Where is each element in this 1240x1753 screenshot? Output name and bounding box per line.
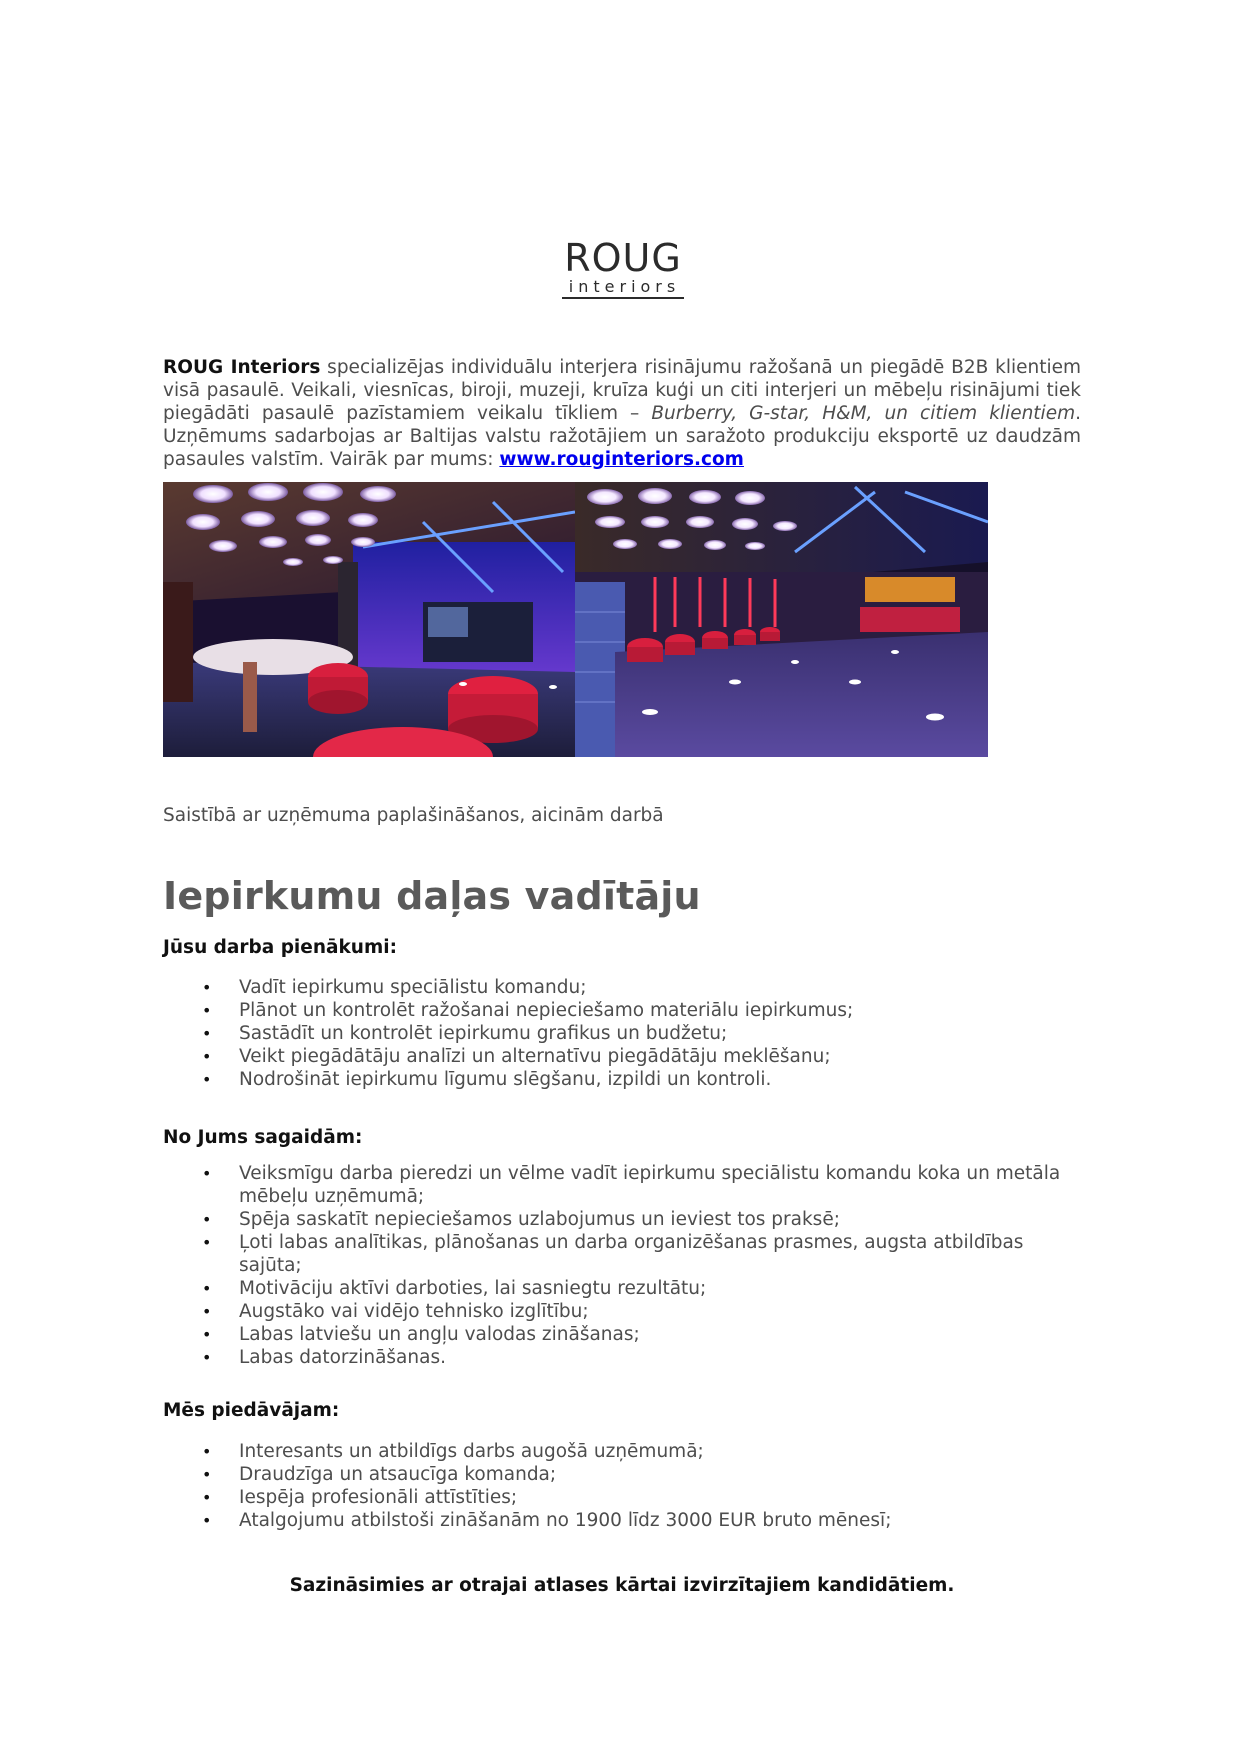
intro-text-2: . Uzņēmums sadarbojas ar Baltijas valstu ražotājiem un saražoto produkciju eksportē uz daudzām pasaules valstīm. Vairāk par mums: <box>163 403 1081 470</box>
offer-list <box>163 1440 1081 1532</box>
website-link[interactable]: www.rouginteriors.com <box>499 449 744 470</box>
list-item: • Atalgojumu atbilstoši zināšanām no 1900 līdz 3000 EUR bruto mēnesī; <box>163 1509 1081 1532</box>
list-item: • Sastādīt un kontrolēt iepirkumu grafikus un budžetu; <box>163 1022 1081 1045</box>
duties-heading: Jūsu darba pienākumi: <box>163 937 397 958</box>
intro-text-1: specializējas individuālu interjera risinājumu ražošanā un piegādē B2B klientiem visā pasaulē. Veikali, viesnīcas, biroji, muzeji, kruīza kuģi un citi interjeri un mēbeļu risinājumi tiek piegādāti pasaulē pazīstamiem veikalu tīkliem – <box>163 357 1082 424</box>
list-item: • Spēja saskatīt nepieciešamos uzlabojumus un ieviest tos praksē; <box>163 1208 1081 1231</box>
offer-heading: Mēs piedāvājam: <box>163 1400 340 1421</box>
logo-wordmark: ROUG <box>564 236 682 280</box>
interior-photo-lounge <box>163 482 575 757</box>
intro-paragraph <box>163 356 1081 471</box>
list-item: • Nodrošināt iepirkumu līgumu slēgšanu, izpildi un kontroli. <box>163 1068 1081 1091</box>
company-logo <box>558 238 688 299</box>
logo-subtitle: interiors <box>568 277 681 296</box>
closing-note: Sazināsimies ar otrajai atlases kārtai izvirzītajiem kandidātiem. <box>289 1575 955 1596</box>
list-item: • Ļoti labas analītikas, plānošanas un darba organizēšanas prasmes, augsta atbildības sajūta; <box>163 1231 1081 1277</box>
list-item: • Labas latviešu un angļu valodas zināšanas; <box>163 1323 1081 1346</box>
logo-underline <box>562 297 684 299</box>
interior-photos <box>163 482 988 757</box>
list-item: • Iespēja profesionāli attīstīties; <box>163 1486 1081 1509</box>
list-item: • Draudzīga un atsaucīga komanda; <box>163 1463 1081 1486</box>
list-item: • Motivāciju aktīvi darboties, lai sasniegtu rezultātu; <box>163 1277 1081 1300</box>
list-item: • Veiksmīgu darba pieredzi un vēlme vadīt iepirkumu speciālistu komandu koka un metāla mēbeļu uzņēmumā; <box>163 1162 1081 1208</box>
company-name: ROUG Interiors <box>163 357 321 378</box>
job-title: Iepirkumu daļas vadītāju <box>163 874 701 918</box>
requirements-heading: No Jums sagaidām: <box>163 1127 363 1148</box>
list-item: • Vadīt iepirkumu speciālistu komandu; <box>163 976 1081 999</box>
list-item: • Labas datorzināšanas. <box>163 1346 1081 1369</box>
list-item: • Plānot un kontrolēt ražošanai nepieciešamo materiālu iepirkumus; <box>163 999 1081 1022</box>
list-item: • Augstāko vai vidējo tehnisko izglītību; <box>163 1300 1081 1323</box>
interior-photo-dancefloor <box>575 482 988 757</box>
requirements-list <box>163 1162 1081 1369</box>
list-item: • Veikt piegādātāju analīzi un alternatīvu piegādātāju meklēšanu; <box>163 1045 1081 1068</box>
client-brands: Burberry, G-star, H&M, un citiem klientiem <box>651 403 1076 424</box>
invitation-lead: Saistībā ar uzņēmuma paplašināšanos, aicinām darbā <box>163 805 664 826</box>
list-item: • Interesants un atbildīgs darbs augošā uzņēmumā; <box>163 1440 1081 1463</box>
duties-list <box>163 976 1081 1091</box>
